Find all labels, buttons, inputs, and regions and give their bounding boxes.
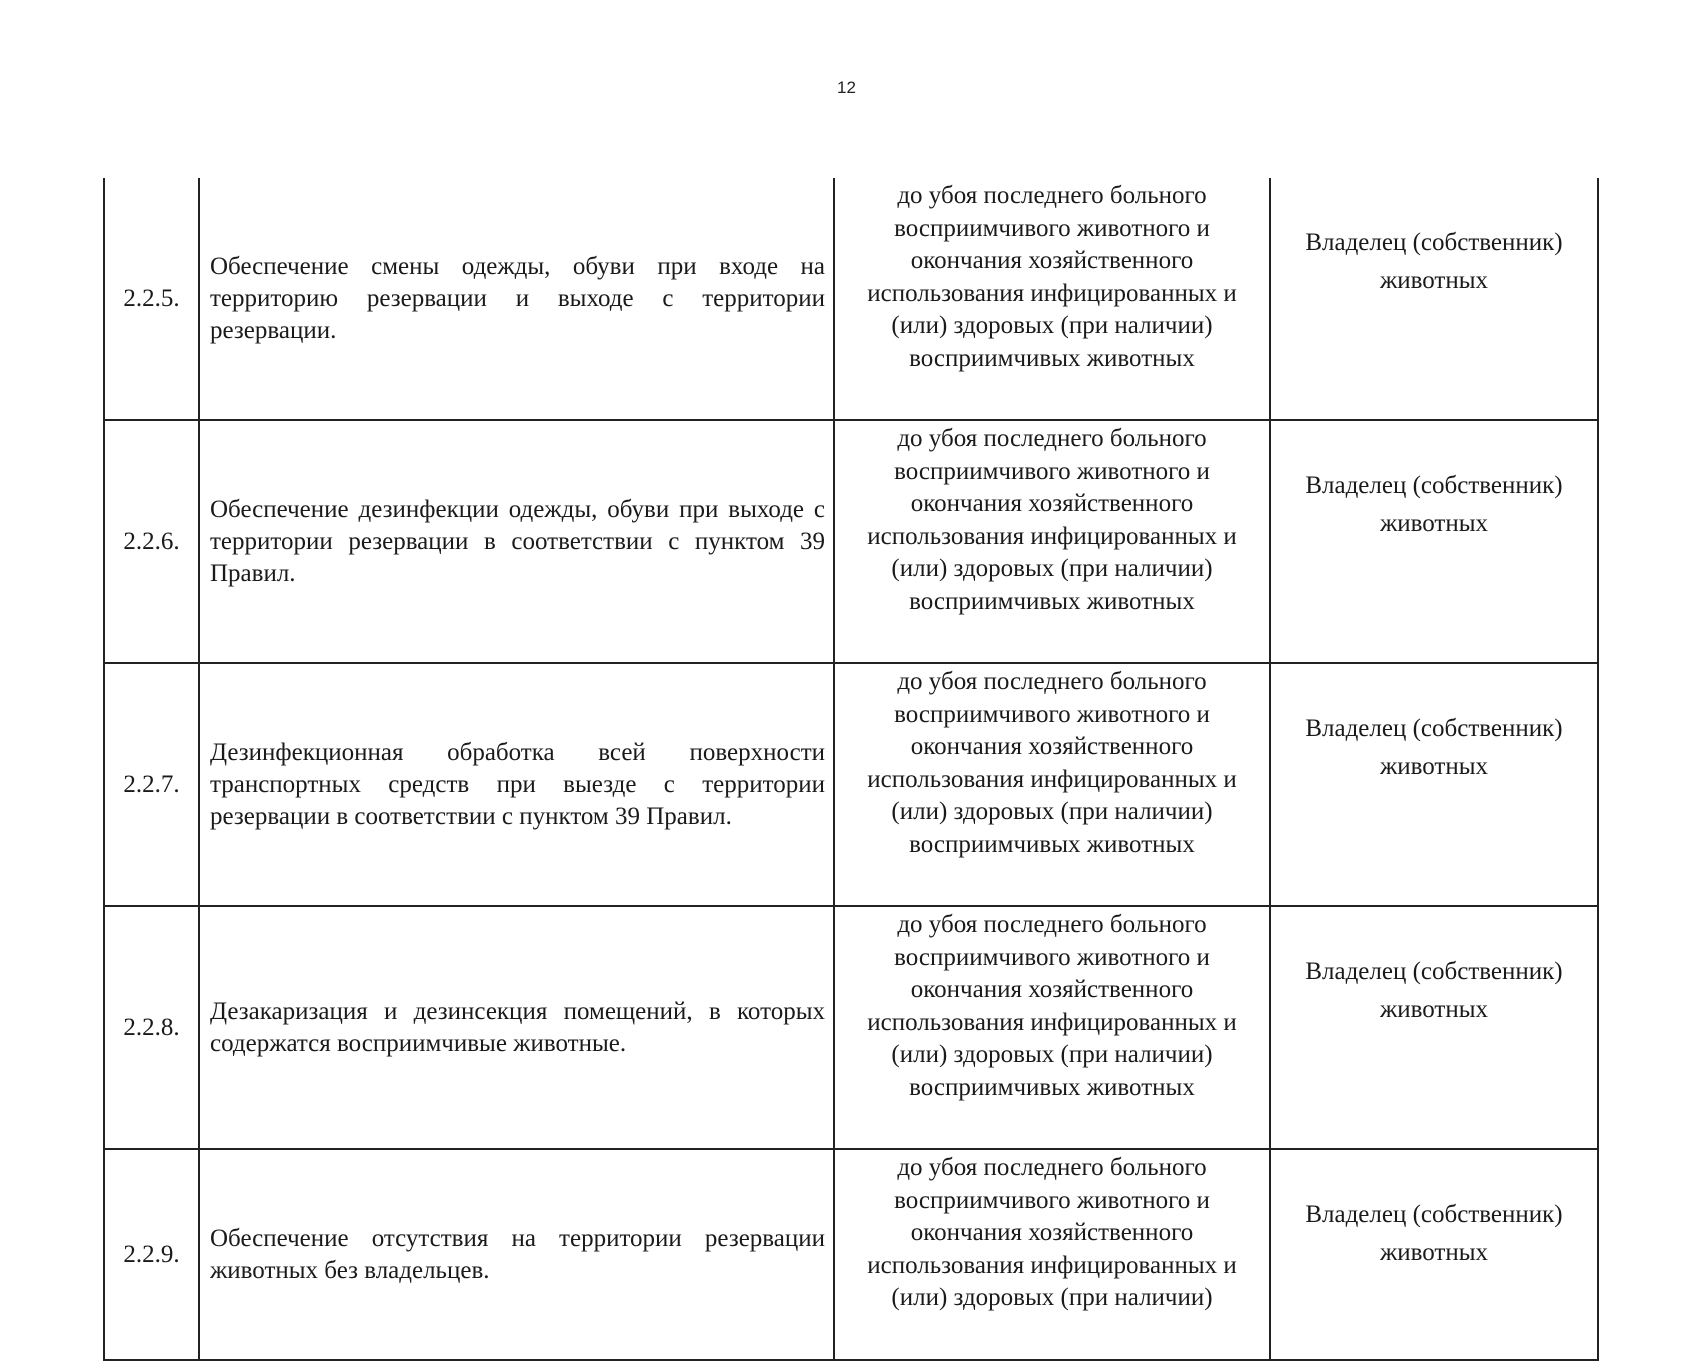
measure-description: Обеспечение смены одежды, обуви при входе на территорию резервации и выходе с территории резервации.: [199, 178, 834, 420]
measure-description: Обеспечение дезинфекции одежды, обуви при выходе с территории резервации в соответствии с пунктом 39 Правил.: [199, 420, 834, 663]
item-number: 2.2.7.: [104, 663, 199, 906]
page-number: 12: [837, 78, 856, 97]
measure-term: до убоя последнего больного восприимчивого животного и окончания хозяйственного использования инфицированных и (или) здоровых (при наличии) восприимчивых животных: [834, 178, 1270, 420]
item-number: 2.2.6.: [104, 420, 199, 663]
measure-description: Обеспечение отсутствия на территории резервации животных без владельцев.: [199, 1149, 834, 1360]
item-number: 2.2.8.: [104, 906, 199, 1149]
responsible-party: Владелец (собственник) животных: [1270, 663, 1598, 906]
table-row: [104, 663, 1598, 906]
measure-description: Дезинфекционная обработка всей поверхности транспортных средств при выезде с территории резервации в соответствии с пунктом 39 Правил.: [199, 663, 834, 906]
table-row: [104, 420, 1598, 663]
measures-table: [103, 178, 1597, 1361]
item-number: 2.2.9.: [104, 1149, 199, 1360]
measure-term: до убоя последнего больного восприимчивого животного и окончания хозяйственного использования инфицированных и (или) здоровых (при наличии) восприимчивых животных: [834, 906, 1270, 1149]
measure-term: до убоя последнего больного восприимчивого животного и окончания хозяйственного использования инфицированных и (или) здоровых (при наличии) восприимчивых животных: [834, 663, 1270, 906]
table-row: [104, 178, 1598, 420]
table-row: [104, 1149, 1598, 1360]
responsible-party: Владелец (собственник) животных: [1270, 420, 1598, 663]
responsible-party: Владелец (собственник) животных: [1270, 178, 1598, 420]
responsible-party: Владелец (собственник) животных: [1270, 1149, 1598, 1360]
measure-term: до убоя последнего больного восприимчивого животного и окончания хозяйственного использования инфицированных и (или) здоровых (при наличии) восприимчивых животных: [834, 420, 1270, 663]
responsible-party: Владелец (собственник) животных: [1270, 906, 1598, 1149]
table-row: [104, 906, 1598, 1149]
measure-term: до убоя последнего больного восприимчивого животного и окончания хозяйственного использования инфицированных и (или) здоровых (при наличии): [834, 1149, 1270, 1360]
item-number: 2.2.5.: [104, 178, 199, 420]
measure-description: Дезакаризация и дезинсекция помещений, в которых содержатся восприимчивые животные.: [199, 906, 834, 1149]
